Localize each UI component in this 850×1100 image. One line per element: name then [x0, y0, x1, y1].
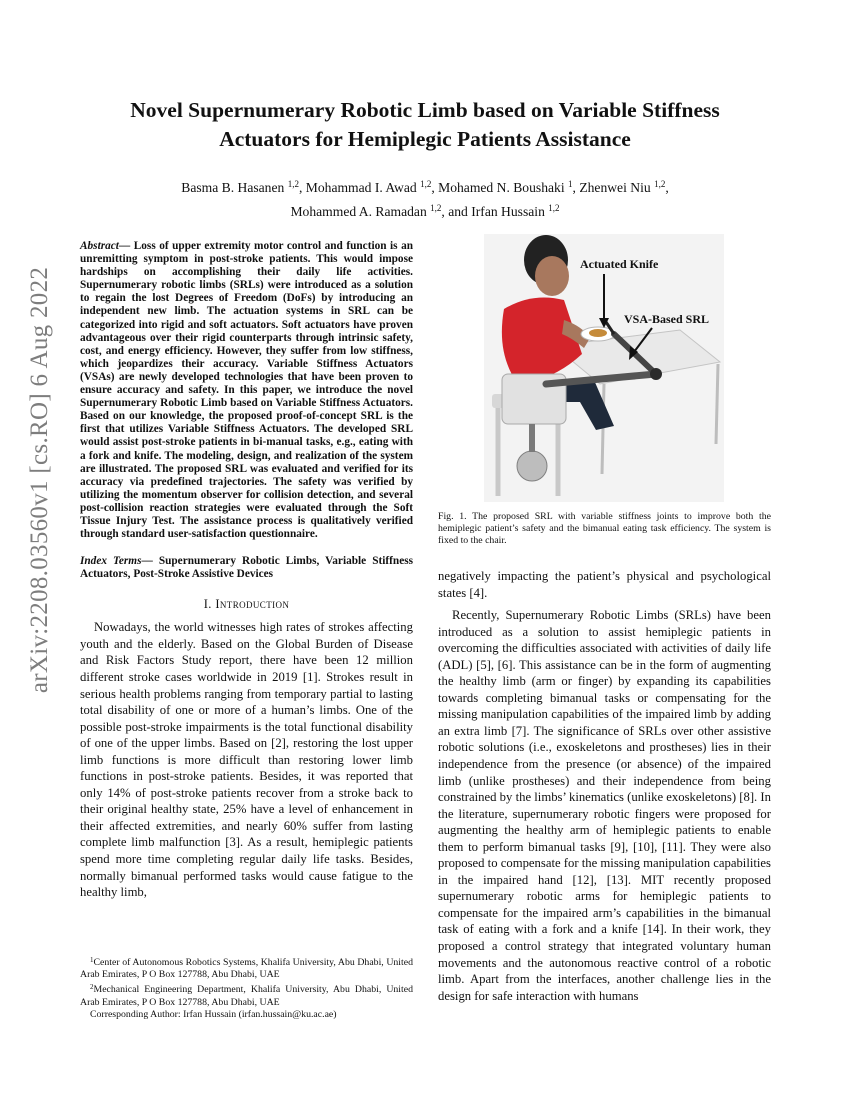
- author-line-1: Basma B. Hasanen $^{1,2}$, Mohammad I. Awad $^{1,2}$, Mohamed N. Boushaki $^1$, Zhenwei Niu $^{1,2}$,: [181, 179, 669, 195]
- author-line-2: Mohammed A. Ramadan $^{1,2}$, and Irfan Hussain $^{1,2}$: [290, 203, 560, 219]
- author-name: Mohammed A. Ramadan: [290, 204, 427, 219]
- author-affiliation: 1,2: [548, 203, 560, 213]
- footnote-affiliation-1: [80, 954, 413, 981]
- figure-1-photo: [484, 234, 724, 502]
- footnote-text: Mechanical Engineering Department, Khalifa University, Abu Dhabi, United Arab Emirates, P O Box 127788, Abu Dhabi, UAE: [80, 984, 413, 1008]
- author-affiliation: 1: [568, 179, 573, 189]
- robot-joint: [650, 368, 662, 380]
- table-leg: [716, 364, 718, 444]
- title-line-1: Novel Supernumerary Robotic Limb based on Variable Stiffness: [130, 98, 720, 122]
- author-list: [80, 174, 770, 222]
- arxiv-identifier-text: arXiv:2208.03560v1 [cs.RO] 6 Aug 2022: [26, 266, 54, 694]
- author-affiliation: 1,2: [287, 179, 299, 189]
- label-actuated-knife: Actuated Knife: [580, 257, 659, 271]
- label-vsa-based-srl: VSA-Based SRL: [624, 312, 710, 326]
- abstract: [80, 240, 413, 541]
- author-name: Irfan Hussain: [471, 204, 545, 219]
- figure-illustration: [484, 234, 724, 502]
- footnote-marker: 2: [90, 983, 94, 992]
- index-terms-dash: —: [141, 555, 159, 568]
- table-leg: [602, 384, 604, 474]
- footnote-marker: 1: [90, 956, 94, 964]
- paragraph-continued: negatively impacting the patient’s physical and psychological states [4].: [438, 569, 771, 600]
- author-name: Zhenwei Niu: [579, 180, 651, 195]
- abstract-dash: —: [118, 240, 134, 252]
- title-line-2: Actuators for Hemiplegic Patients Assistance: [219, 127, 631, 151]
- author-name: Basma B. Hasanen: [181, 180, 285, 195]
- author-affiliation: 1,2: [430, 203, 442, 213]
- robot-motor: [517, 451, 547, 481]
- abstract-text: Loss of upper extremity motor control and function is an unremitting symptom in post-stroke patients. This would impose hardships on accomplishing their daily life activities. Supernumerary robotic limbs (SRLs) were introduced as a solution to regain the lost Degrees of Freedom (DoFs) by introducing an independent new limb. The actuation systems in SRL can be categorized into rigid and soft actuators. Soft actuators have proven advantageous over their rigid counterparts through intrinsic safety, cost, and energy efficiency. However, they suffer from low stiffness, which jeopardizes their accuracy. Variable Stiffness Actuators (VSAs) are newly developed technologies that have been proven to ensure accuracy and safety. In this paper, we introduce the novel Supernumerary Robotic Limb based on Variable Stiffness Actuators. Based on our knowledge, the proposed proof-of-concept SRL is the first that utilizes Variable Stiffness Actuators. The developed SRL would assist post-stroke patients in bi-manual tasks, e.g., eating with a fork and knife. The modeling, design, and realization of the system are illustrated. The proposed SRL was evaluated and verified for its accuracy via predefined trajectories. The safety was verified by utilizing the momentum observer for collision detection, and several post-collision reaction strategies were evaluated through the Soft Tissue Injury Test. The assistance process is qualitatively verified through standard user-satisfaction questionnaire.: [80, 240, 414, 541]
- footnote-affiliation-2: [80, 981, 413, 1008]
- section-title: Introduction: [215, 597, 290, 612]
- section-heading-introduction: [80, 597, 413, 612]
- abstract-label: Abstract: [80, 240, 119, 252]
- author-affiliation: 1,2: [420, 179, 432, 189]
- footnote-text: Center of Autonomous Robotics Systems, Khalifa University, Abu Dhabi, United Arab Emirates, P O Box 127788, Abu Dhabi, UAE: [80, 957, 413, 981]
- index-terms-text: Supernumerary Robotic Limbs, Variable Stiffness Actuators, Post-Stroke Assistive Devices: [80, 555, 413, 581]
- arxiv-identifier: [18, 266, 62, 694]
- index-terms: [80, 555, 413, 581]
- index-terms-label: Index Terms: [80, 555, 142, 568]
- food: [589, 329, 607, 337]
- author-name: Mohammad I. Awad: [305, 180, 417, 195]
- affiliation-footnotes: [80, 954, 413, 1021]
- figure-1-caption: Fig. 1. The proposed SRL with variable stiffness joints to improve both the hemiplegic patient’s safety and the bimanual eating task efficiency. The system is fixed to the chair.: [438, 511, 771, 547]
- intro-paragraph: Nowadays, the world witnesses high rates of strokes affecting youth and the elderly. Based on the Global Burden of Disease and Risk Factors Study report, there have been 12 million different stroke cases worldwide in 2019 [1]. Strokes result in serious health problems ranging from temporary partial to lasting total disability of one or more of a human’s limbs. One of the possible post-stroke impairments is the total functional disability of one of the upper limbs. Based on [2], restoring the lost upper limb functions is more difficult than restoring lower limb functions in post-stroke patients. Besides, it was reported that only 14% of post-stroke patients recover from a stroke back to their original healthy state, 25% have a level of enhancement in their affected extremities, and nearly 60% suffer from lasting complete limb malfunction [3]. As a result, hemiplegic patients spend more time completing regular daily life tasks. Besides, normally bimanual performed tasks would cause fatigue to the healthy limb,: [80, 620, 413, 900]
- author-name: Mohamed N. Boushaki: [438, 180, 565, 195]
- paragraph-srl-intro: Recently, Supernumerary Robotic Limbs (SRLs) have been introduced as a solution to assist hemiplegic patients in overcoming the difficulties associated with activities of daily life (ADL) [5], [6]. This assistance can be in the form of augmenting the healthy limb (arm or finger) by expanding its capabilities towards completing bimanual tasks or compensating for the missing manipulation capabilities of the impaired limb by adding an extra limb [7]. The significance of SRLs over other assistive robotic solutions (i.e., exoskeletons and prostheses) lies in their independence from the presence (or absence) of the impaired limb (unlike prostheses) and their independence from being constrained by the limbs’ kinematics (unlike exoskeletons) [8]. In the literature, supernumerary robotic fingers were proposed for augmenting the healthy arm of hemiplegic patients to enable them to perform bimanual tasks [9], [10], [11]. They were also proposed to compensate for the missing manipulation capabilities in the impaired hand [12], [13]. MIT recently proposed supernumerary robotic arms for hemiplegic patients to compensate for the impaired arm’s capabilities in the bimanual task of eating with a fork and a knife [14]. In their work, they proposed a control strategy that integrated voluntary human movements and the autonomous reactive control of a robotic limb. Apart from the interfaces, another challenge lies in the design for safe interaction with humans: [438, 608, 771, 1003]
- left-column: [80, 240, 413, 901]
- person-face: [535, 256, 569, 296]
- footnote-corresponding-author: Corresponding Author: Irfan Hussain (irfan.hussain@ku.ac.ae): [90, 1008, 337, 1020]
- right-column: [438, 568, 771, 1004]
- paper-title: [80, 96, 770, 154]
- author-affiliation: 1,2: [654, 179, 666, 189]
- section-numeral: I.: [203, 597, 216, 612]
